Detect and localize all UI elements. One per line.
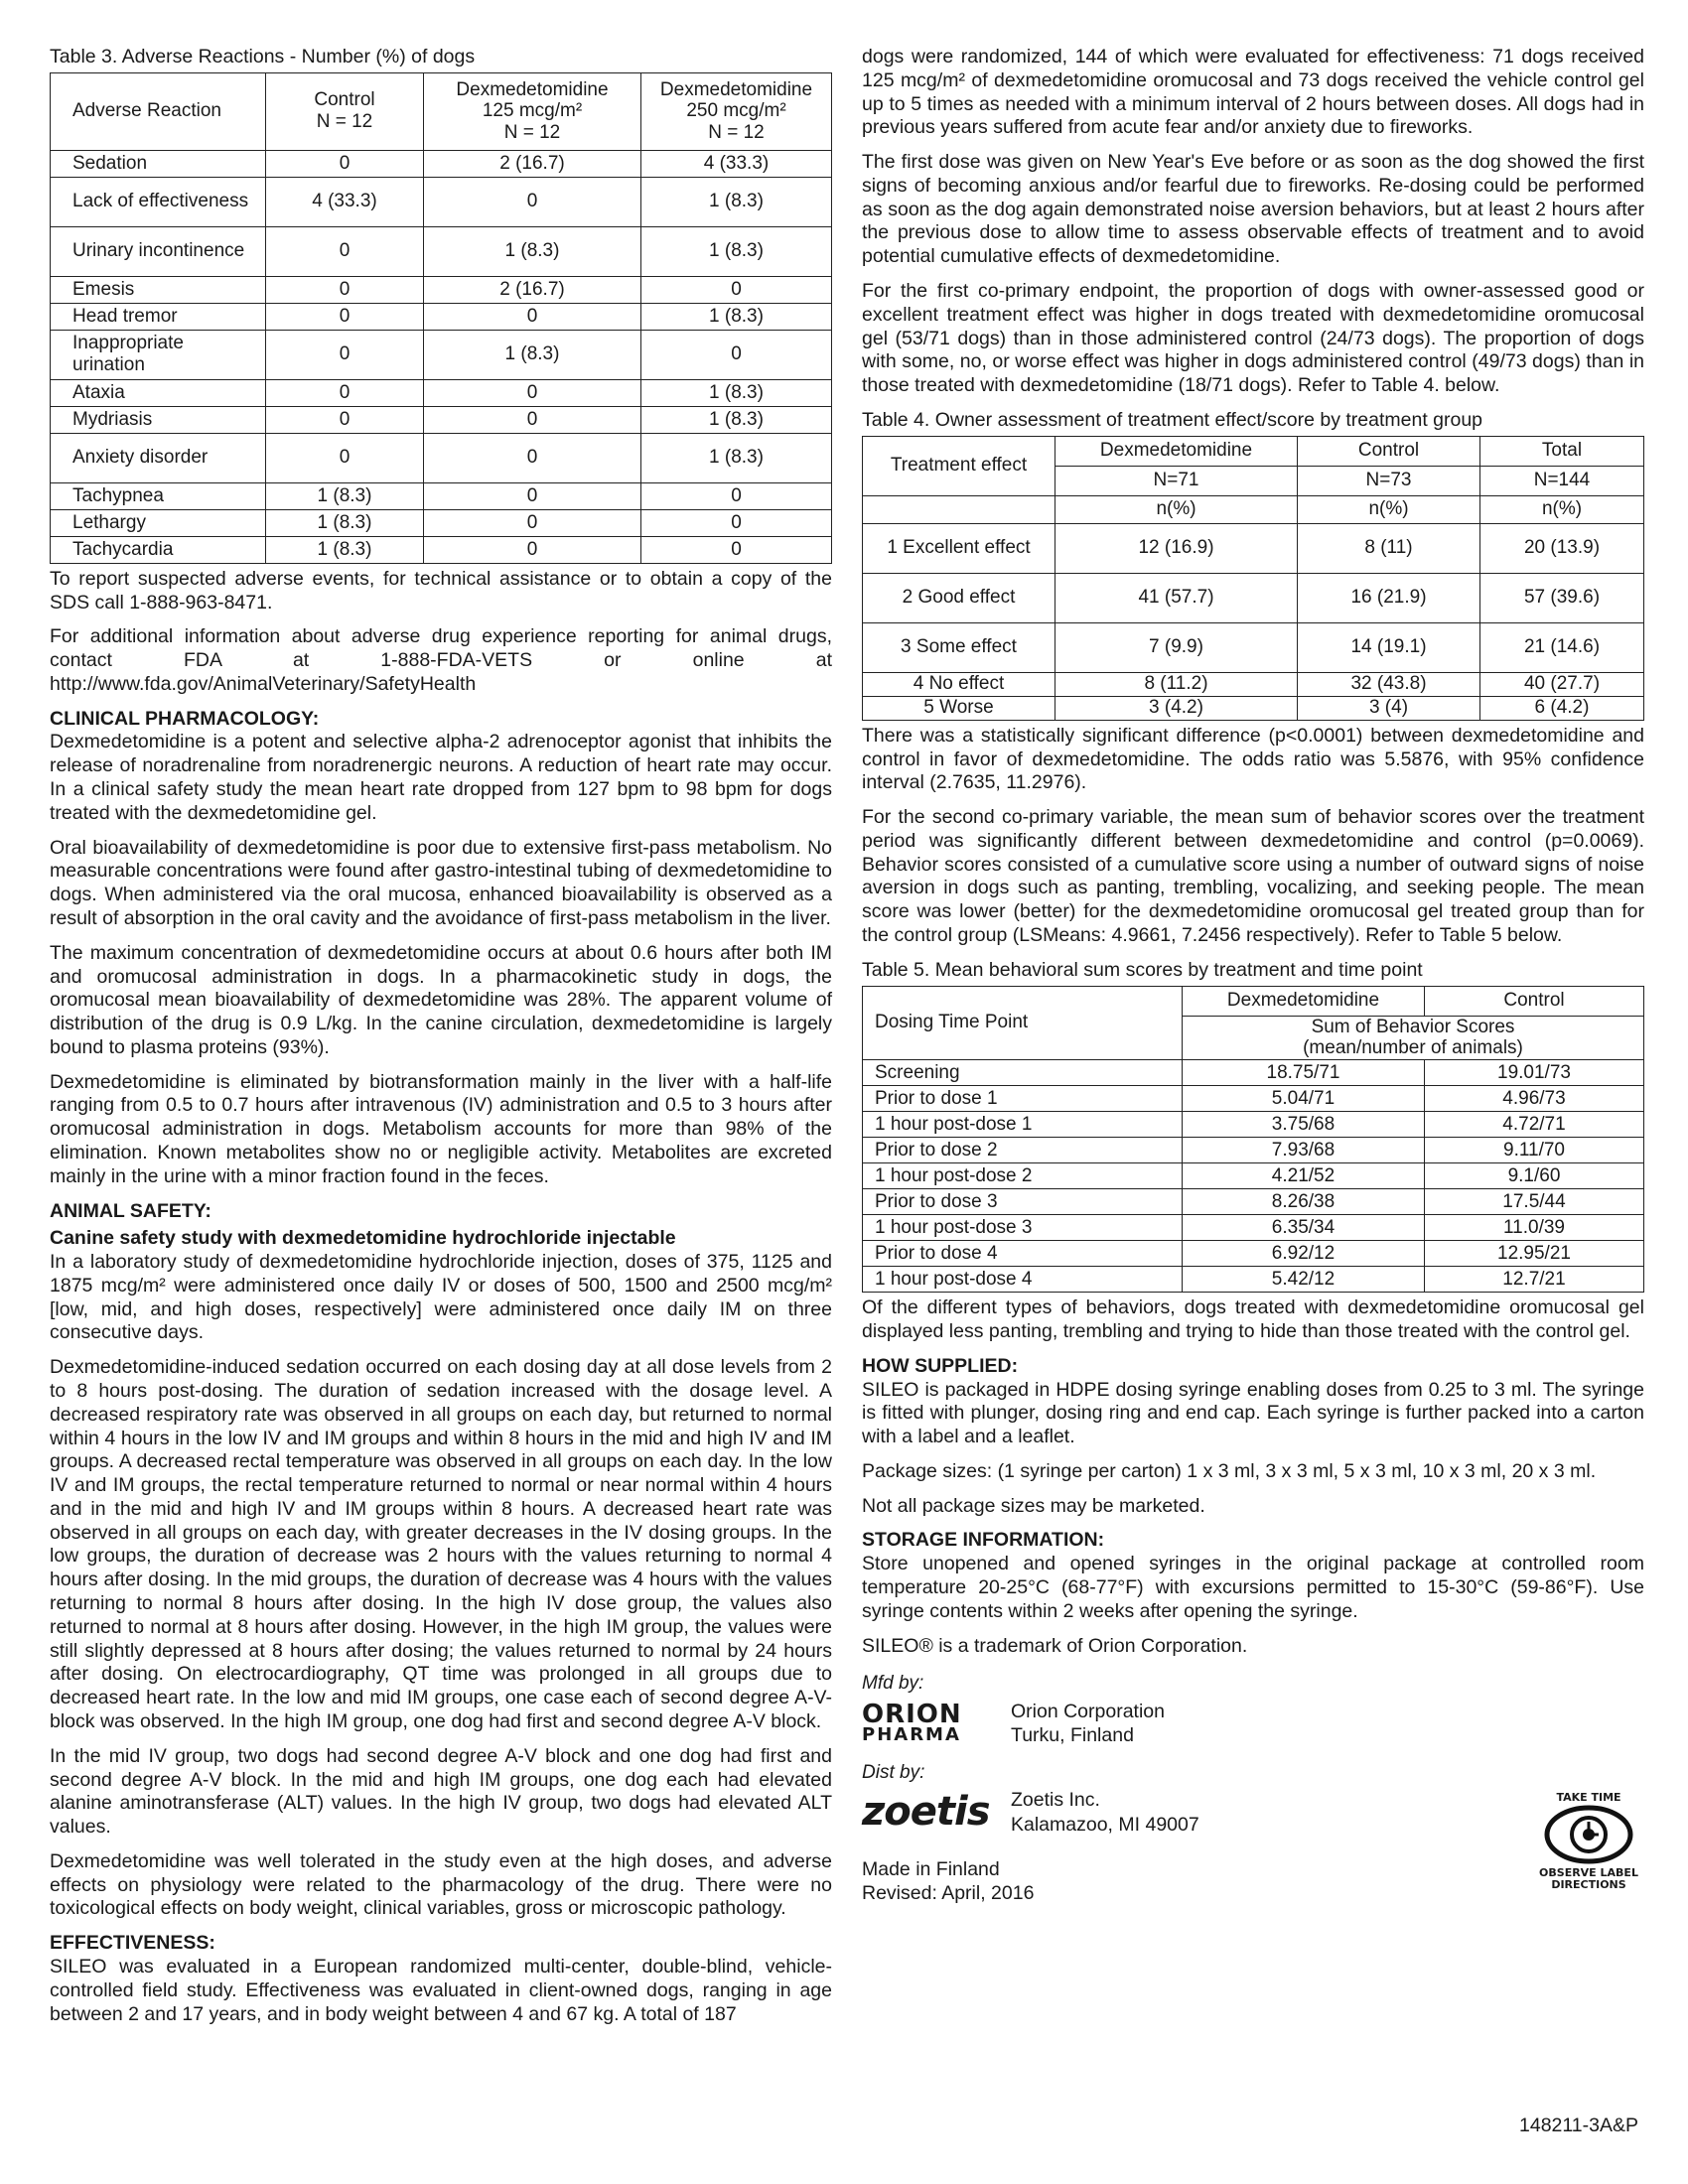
table-row: 1 Excellent effect 12 (16.9) 8 (11) 20 (13.9) bbox=[863, 523, 1644, 573]
table-row: 2 Good effect 41 (57.7) 16 (21.9) 57 (39.6) bbox=[863, 573, 1644, 622]
table4-n-dex: N=71 bbox=[1055, 466, 1298, 495]
dist-label: Dist by: bbox=[862, 1762, 925, 1784]
table-row: Tachypnea 1 (8.3) 0 0 bbox=[51, 482, 832, 509]
table-row: 4 No effect 8 (11.2) 32 (43.8) 40 (27.7) bbox=[863, 672, 1644, 696]
manufacturer-row bbox=[862, 1700, 1644, 1748]
table-row: Sedation 0 2 (16.7) 4 (33.3) bbox=[51, 150, 832, 177]
table-row: Anxiety disorder 0 0 1 (8.3) bbox=[51, 433, 832, 482]
table-row: Urinary incontinence 0 1 (8.3) 1 (8.3) bbox=[51, 226, 832, 276]
table-row: Emesis 0 2 (16.7) 0 bbox=[51, 276, 832, 303]
second-coprimary-paragraph: For the second co-primary variable, the mean sum of behavior scores over the treatment period was significantly different between dexmedetomidine and control (p=0.0069). Behavior scores consisted of a cumulative score using a number of outward signs of noise aversion in dogs such as panting, trembling, vocalizing, and seeking people. The mean score was lower (better) for the dexmedetomidine oromucosal gel treated group than for the control group (LSMeans: 4.9661, 7.2456 respectively). Refer to Table 5 below. bbox=[862, 806, 1644, 946]
effectiveness-heading: EFFECTIVENESS: bbox=[50, 1932, 215, 1955]
table-row: 1 hour post-dose 1 3.75/68 4.72/71 bbox=[863, 1112, 1644, 1138]
right-column bbox=[862, 46, 1644, 1906]
table-row: Tachycardia 1 (8.3) 0 0 bbox=[51, 536, 832, 563]
statistics-paragraph: There was a statistically significant difference (p<0.0001) between dexmedetomidine and control in favor of dexmedetomidine. The odds ratio was 5.5876, with 95% confidence interval (2.7635, 11.2976). bbox=[862, 724, 1644, 794]
table5-caption: Table 5. Mean behavioral sum scores by treatment and time point bbox=[862, 958, 1423, 981]
zoetis-logo: zoetis bbox=[862, 1789, 990, 1836]
table-row: Lethargy 1 (8.3) 0 0 bbox=[51, 509, 832, 536]
made-in: Made in Finland bbox=[862, 1858, 1000, 1881]
document-code: 148211-3A&P bbox=[1519, 2115, 1638, 2136]
manufacturer-address: Orion Corporation Turku, Finland bbox=[1011, 1700, 1165, 1746]
safety-paragraph: Dexmedetomidine-induced sedation occurred on each dosing day at all dose levels from 2 to 8 hours post-dosing. The duration of sedation increased with the dosage level. A decreased respiratory rate was observed in all groups on each day, but returned to normal within 4 hours in the low IV and IM groups and within 8 hours in the mid and high IV and IM groups. A decreased rectal temperature was observed in all groups on each day. In the low IV and IM groups, the rectal temperature returned to normal or near normal within 4 hours and in the mid and high IV and IM groups within 8 hours. A decreased heart rate was observed in all groups on each day, with greater decreases in the IV dosing groups. In the low groups, the duration of decrease was 2 hours with the values returning to normal 4 hours after dosing. In the mid groups, the duration of decrease was 4 hours with the values returning to normal 8 hours after dosing. In the high IV dose group, the values also returned to normal at 8 hours after dosing. However, in the high IM group, the values were still slightly depressed at 8 hours after dosing; the values returned to normal by 24 hours after dosing. On electrocardiography, QT time was prolonged in all groups due to decreased heart rate. In the low and mid IM groups, one case each of second degree A-V-block was observed. In the high IM group, one dog had first and second degree A-V block. bbox=[50, 1356, 832, 1732]
storage-paragraph: Store unopened and opened syringes in the original package at controlled room temperature 20-25°C (68-77°F) with excursions permitted to 15-30°C (59-86°F). Use syringe contents within 2 weeks after opening the syringe. bbox=[862, 1553, 1644, 1622]
safety-paragraph: In a laboratory study of dexmedetomidine hydrochloride injection, doses of 375, 1125 and 1875 mcg/m² were administered once daily IV or doses of 500, 1500 and 2500 mcg/m² [low, mid, and high doses, respectively] were administered once daily IM on three consecutive days. bbox=[50, 1251, 832, 1344]
report-paragraph: To report suspected adverse events, for technical assistance or to obtain a copy of the SDS call 1-888-963-8471. bbox=[50, 567, 832, 614]
table3-header-dex125: Dexmedetomidine 125 mcg/m² N = 12 bbox=[424, 72, 641, 150]
table-row: Screening 18.75/71 19.01/73 bbox=[863, 1060, 1644, 1086]
table-row: Lack of effectiveness 4 (33.3) 0 1 (8.3) bbox=[51, 177, 832, 226]
table-row: 3 Some effect 7 (9.9) 14 (19.1) 21 (14.6) bbox=[863, 622, 1644, 672]
table5-header-dex: Dexmedetomidine bbox=[1183, 986, 1425, 1016]
table4-unit: n(%) bbox=[1298, 495, 1480, 523]
behavioral-scores-table bbox=[862, 986, 1644, 1294]
storage-heading: STORAGE INFORMATION: bbox=[862, 1529, 1105, 1552]
table-row: 5 Worse 3 (4.2) 3 (4) 6 (4.2) bbox=[863, 696, 1644, 720]
table4-header-total: Total bbox=[1480, 436, 1644, 466]
table4-n-total: N=144 bbox=[1480, 466, 1644, 495]
clinical-paragraph: The maximum concentration of dexmedetomidine occurs at about 0.6 hours after both IM and oromucosal administration in dogs. In a pharmacokinetic study in dogs, the oromucosal mean bioavailability of dexmedetomidine was 28%. The apparent volume of distribution of the drug is 0.9 L/kg. In the canine circulation, dexmedetomidine is largely bound to plasma proteins (93%). bbox=[50, 941, 832, 1058]
table3-caption: Table 3. Adverse Reactions - Number (%) of dogs bbox=[50, 46, 476, 68]
table-row: Prior to dose 4 6.92/12 12.95/21 bbox=[863, 1241, 1644, 1267]
canine-safety-subheading: Canine safety study with dexmedetomidine hydrochloride injectable bbox=[50, 1227, 676, 1250]
table4-header-dex: Dexmedetomidine bbox=[1055, 436, 1298, 466]
table-row: 1 hour post-dose 4 5.42/12 12.7/21 bbox=[863, 1267, 1644, 1293]
table3-header-reaction: Adverse Reaction bbox=[51, 72, 266, 150]
table4-n-control: N=73 bbox=[1298, 466, 1480, 495]
fda-paragraph: For additional information about adverse drug experience reporting for animal drugs, contact FDA at 1-888-FDA-VETS or online at http://www.fda.gov/AnimalVeterinary/SafetyHealth bbox=[50, 625, 832, 695]
table4-header-effect: Treatment effect bbox=[863, 436, 1055, 495]
distributor-address: Zoetis Inc. Kalamazoo, MI 49007 bbox=[1011, 1789, 1199, 1836]
not-all-paragraph: Not all package sizes may be marketed. bbox=[862, 1494, 1205, 1517]
eye-icon bbox=[1544, 1804, 1633, 1865]
clinical-paragraph: Oral bioavailability of dexmedetomidine is poor due to extensive first-pass metabolism. No measurable concentrations were found after gastro-intestinal tubing of dexmedetomidine to dogs. When administered via the oral mucosa, enhanced bioavailability is observed as a result of absorption in the oral cavity and the avoidance of first-pass metabolism in the liver. bbox=[50, 836, 832, 929]
trademark-paragraph: SILEO® is a trademark of Orion Corporation. bbox=[862, 1634, 1248, 1657]
how-supplied-paragraph: SILEO is packaged in HDPE dosing syringe enabling doses from 0.25 to 3 ml. The syringe is fitted with plunger, dosing ring and end cap. Each syringe is further packed into a carton with a label and a leaflet. bbox=[862, 1378, 1644, 1448]
table4-header-control: Control bbox=[1298, 436, 1480, 466]
package-sizes-paragraph: Package sizes: (1 syringe per carton) 1 x 3 ml, 3 x 3 ml, 5 x 3 ml, 10 x 3 ml, 20 x 3 ml. bbox=[862, 1459, 1597, 1482]
effectiveness-paragraph: dogs were randomized, 144 of which were evaluated for effectiveness: 71 dogs received 125 mcg/m² of dexmedetomidine oromucosal and 73 dogs received the vehicle control gel up to 5 times as needed with a minimum interval of 2 hours between doses. All dogs had in previous years suffered from acute fear and/or anxiety due to fireworks. bbox=[862, 46, 1644, 139]
clinical-paragraph: Dexmedetomidine is a potent and selective alpha-2 adrenoceptor agonist that inhibits the release of noradrenaline from noradrenergic neurons. A reduction of heart rate may occur. In a clinical safety study the mean heart rate dropped from 127 bpm to 98 bpm for dogs treated with the dexmedetomidine gel. bbox=[50, 731, 832, 824]
safety-paragraph: Dexmedetomidine was well tolerated in the study even at the high doses, and adverse effects on physiology were related to the pharmacology of the drug. There were no toxicological effects on body weight, clinical variables, gross or microscopic pathology. bbox=[50, 1849, 832, 1920]
animal-safety-heading: ANIMAL SAFETY: bbox=[50, 1199, 211, 1222]
table3-header-control: Control N = 12 bbox=[266, 72, 424, 150]
table-row: 1 hour post-dose 2 4.21/52 9.1/60 bbox=[863, 1163, 1644, 1189]
effectiveness-paragraph: SILEO was evaluated in a European randomized multi-center, double-blind, vehicle-controlled field study. Effectiveness was evaluated in client-owned dogs, ranging in age between 2 and 17 years, and in body weight between 4 and 67 kg. A total of 187 bbox=[50, 1955, 832, 2025]
behaviors-paragraph: Of the different types of behaviors, dogs treated with dexmedetomidine oromucosal gel displayed less panting, trembling and trying to hide than those treated with the control gel. bbox=[862, 1297, 1644, 1342]
safety-paragraph: In the mid IV group, two dogs had second degree A-V block and one dog had first and second degree A-V block. In the mid and high IM groups, one dog each had elevated alanine aminotransferase (ALT) values. In the high IV group, two dogs had elevated ALT values. bbox=[50, 1744, 832, 1839]
take-time-badge: TAKE TIME OBSERVE LABEL DIRECTIONS bbox=[1539, 1791, 1638, 1891]
left-column bbox=[50, 46, 832, 2037]
table-row: Mydriasis 0 0 1 (8.3) bbox=[51, 406, 832, 433]
clinical-paragraph: Dexmedetomidine is eliminated by biotransformation mainly in the liver with a half-life ranging from 0.5 to 0.7 hours after intravenous (IV) administration and 0.5 to 3 hours after oromucosal administration in dogs. Metabolism accounts for more than 98% of the elimination. Known metabolites show no or negligible activity. Metabolites are excreted mainly in the urine with a minor fraction found in the feces. bbox=[50, 1070, 832, 1187]
table-row: 1 hour post-dose 3 6.35/34 11.0/39 bbox=[863, 1215, 1644, 1241]
table-row: Prior to dose 3 8.26/38 17.5/44 bbox=[863, 1189, 1644, 1215]
table5-header-control: Control bbox=[1425, 986, 1644, 1016]
table-row: Inappropriate urination 0 1 (8.3) 0 bbox=[51, 330, 832, 379]
table-row: Head tremor 0 0 1 (8.3) bbox=[51, 303, 832, 330]
distributor-row bbox=[862, 1788, 1644, 1837]
table4-caption: Table 4. Owner assessment of treatment effect/score by treatment group bbox=[862, 408, 1483, 431]
effectiveness-paragraph: For the first co-primary endpoint, the proportion of dogs with owner-assessed good or excellent treatment effect was higher in dogs treated with dexmedetomidine oromucosal gel (53/71 dogs) than in those administered control (24/73 dogs). The proportion of dogs with some, no, or worse effect was higher in dogs administered control (49/73 dogs) than in those treated with dexmedetomidine (18/71 dogs). Refer to Table 4. below. bbox=[862, 280, 1644, 397]
clinical-pharmacology-heading: CLINICAL PHARMACOLOGY: bbox=[50, 707, 320, 730]
table5-header-timepoint: Dosing Time Point bbox=[863, 986, 1183, 1060]
table-row: Prior to dose 1 5.04/71 4.96/73 bbox=[863, 1086, 1644, 1112]
table4-unit: n(%) bbox=[1480, 495, 1644, 523]
table-row: Ataxia 0 0 1 (8.3) bbox=[51, 379, 832, 406]
effectiveness-paragraph: The first dose was given on New Year's Eve before or as soon as the dog showed the first signs of becoming anxious and/or fearful due to fireworks. Re-dosing could be performed as soon as the dog again demonstrated noise aversion behaviors, but at least 2 hours after the previous dose to allow time to assess observable effects of treatment and to avoid potential cumulative effects of dexmedetomidine. bbox=[862, 151, 1644, 268]
owner-assessment-table bbox=[862, 436, 1644, 721]
revised-date: Revised: April, 2016 bbox=[862, 1882, 1035, 1905]
table4-unit: n(%) bbox=[1055, 495, 1298, 523]
table5-header-sum: Sum of Behavior Scores (mean/number of animals) bbox=[1183, 1016, 1644, 1060]
how-supplied-heading: HOW SUPPLIED: bbox=[862, 1354, 1019, 1377]
mfd-label: Mfd by: bbox=[862, 1673, 924, 1695]
table-row: Prior to dose 2 7.93/68 9.11/70 bbox=[863, 1138, 1644, 1163]
table3-header-dex250: Dexmedetomidine 250 mcg/m² N = 12 bbox=[641, 72, 832, 150]
adverse-reactions-table bbox=[50, 72, 832, 564]
orion-pharma-logo: ORION PHARMA bbox=[862, 1700, 962, 1745]
